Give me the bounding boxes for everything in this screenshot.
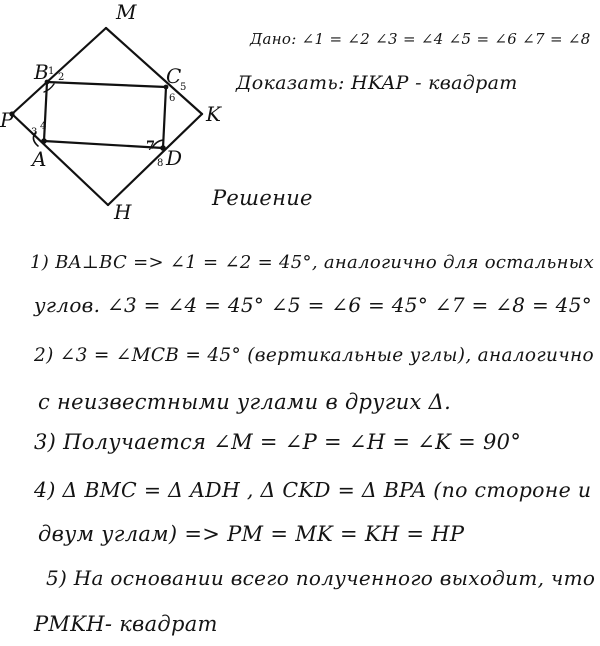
- segment-PM: [12, 28, 106, 114]
- solution-step-2: 2) ∠3 = ∠MCB = 45° (вертикальные углы), аналогично: [34, 345, 594, 366]
- segment-KH: [108, 114, 202, 205]
- segment-HP: [12, 114, 108, 205]
- segment-CD: [163, 87, 166, 148]
- segment-MK: [106, 28, 202, 114]
- solution-step-3: 3) Получается ∠M = ∠P = ∠H = ∠K = 90°: [34, 430, 522, 454]
- angle-arc-1: [44, 84, 54, 92]
- vertex-label-B: B: [34, 60, 49, 84]
- angle-number-3: 3: [31, 127, 38, 138]
- angle-number-1: 1: [48, 66, 55, 77]
- prove-line: Доказать: HKAP - квадрат: [236, 72, 518, 94]
- vertex-label-D: D: [166, 146, 183, 170]
- angle-number-7: 7: [146, 139, 156, 154]
- angle-number-8: 8: [157, 158, 164, 169]
- angle-number-6: 6: [169, 93, 176, 104]
- solution-step-1: 1) BA⊥BC => ∠1 = ∠2 = 45°, аналогично для остальных: [30, 252, 595, 273]
- vertex-label-A: A: [32, 147, 47, 171]
- vertex-dot-A: [41, 138, 47, 144]
- vertex-label-H: H: [114, 200, 132, 224]
- solution-step-4: 4) Δ BMC = Δ ADH , Δ CKD = Δ BPA (по стороне и: [34, 478, 592, 502]
- solution-step-5: 5) На основании всего полученного выходит, что: [46, 566, 596, 590]
- angle-number-5: 5: [180, 82, 187, 93]
- solution-step-5-cont: PMKH- квадрат: [34, 612, 218, 636]
- solution-title: Решение: [212, 186, 313, 210]
- vertex-label-K: K: [206, 102, 221, 126]
- vertex-label-C: C: [166, 64, 182, 88]
- solution-step-4-cont: двум углам) => PM = MK = KH = HP: [38, 522, 465, 546]
- angle-number-4: 4: [40, 121, 47, 132]
- given-line: Дано: ∠1 = ∠2 ∠3 = ∠4 ∠5 = ∠6 ∠7 = ∠8: [250, 30, 591, 48]
- solution-step-1-cont: углов. ∠3 = ∠4 = 45° ∠5 = ∠6 = 45° ∠7 = ∠8 = 45°: [34, 293, 593, 317]
- angle-number-2: 2: [58, 72, 65, 83]
- solution-step-2-cont: с неизвестными углами в других Δ.: [38, 390, 452, 414]
- vertex-label-P: P: [0, 108, 14, 132]
- vertex-dot-D: [160, 145, 166, 151]
- vertex-label-M: M: [116, 0, 137, 24]
- segment-BC: [47, 82, 166, 87]
